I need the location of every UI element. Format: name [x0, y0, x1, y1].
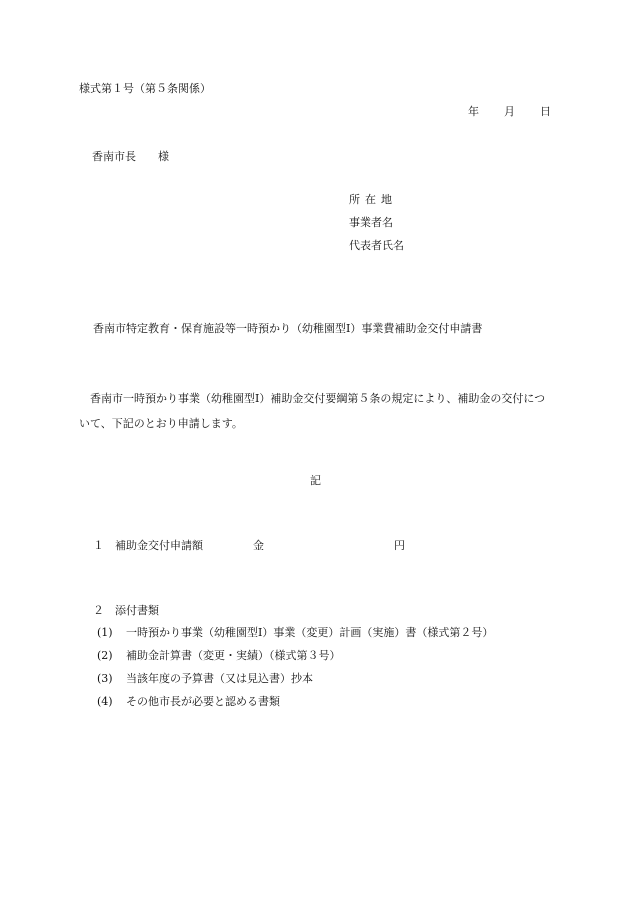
- representative-label: 代表者氏名: [349, 239, 404, 252]
- date-year-label: 年: [468, 105, 479, 118]
- document-title: 香南市特定教育・保育施設等一時預かり（幼稚園型Ⅰ）事業費補助金交付申請書: [93, 322, 483, 335]
- date-month-label: 月: [504, 105, 515, 118]
- applicant-block: [349, 193, 404, 262]
- amount-unit: 円: [394, 539, 405, 552]
- date-day-label: 日: [540, 105, 551, 118]
- list-item: [97, 695, 493, 718]
- item-application-amount: [93, 539, 405, 552]
- attachment-number: (4): [97, 695, 113, 708]
- ki-marker: 記: [310, 474, 321, 487]
- date-line: [468, 105, 551, 118]
- addressee-honorific: 様: [158, 150, 169, 163]
- business-name-label: 事業者名: [349, 216, 393, 229]
- attachment-text: 補助金計算書（変更・実績）（様式第３号）: [126, 649, 341, 662]
- amount-prefix: 金: [253, 539, 264, 552]
- item2-number: ２: [93, 604, 104, 617]
- item2-label: 添付書類: [115, 604, 159, 617]
- item1-label: 補助金交付申請額: [115, 539, 203, 552]
- attachment-text: その他市長が必要と認める書類: [126, 695, 280, 708]
- attachment-number: (2): [97, 649, 113, 662]
- list-item: [97, 649, 493, 672]
- list-item: [97, 672, 493, 695]
- attachment-text: 当該年度の予算書（又は見込書）抄本: [126, 672, 313, 685]
- attachment-list: [97, 626, 493, 718]
- attachment-number: (1): [97, 626, 113, 639]
- item-attachments: [93, 604, 159, 617]
- item1-number: １: [93, 539, 104, 552]
- attachment-number: (3): [97, 672, 113, 685]
- form-number: 様式第１号（第５条関係）: [79, 82, 211, 95]
- address-label: 所在地: [349, 193, 397, 206]
- addressee-name: 香南市長: [92, 150, 136, 163]
- body-text: 香南市一時預かり事業（幼稚園型Ⅰ）補助金交付要綱第５条の規定により、補助金の交付について、下記のとおり申請します。: [79, 392, 546, 430]
- list-item: [97, 626, 493, 649]
- addressee: [92, 150, 169, 163]
- attachment-text: 一時預かり事業（幼稚園型Ⅰ）事業（変更）計画（実施）書（様式第２号）: [126, 626, 494, 639]
